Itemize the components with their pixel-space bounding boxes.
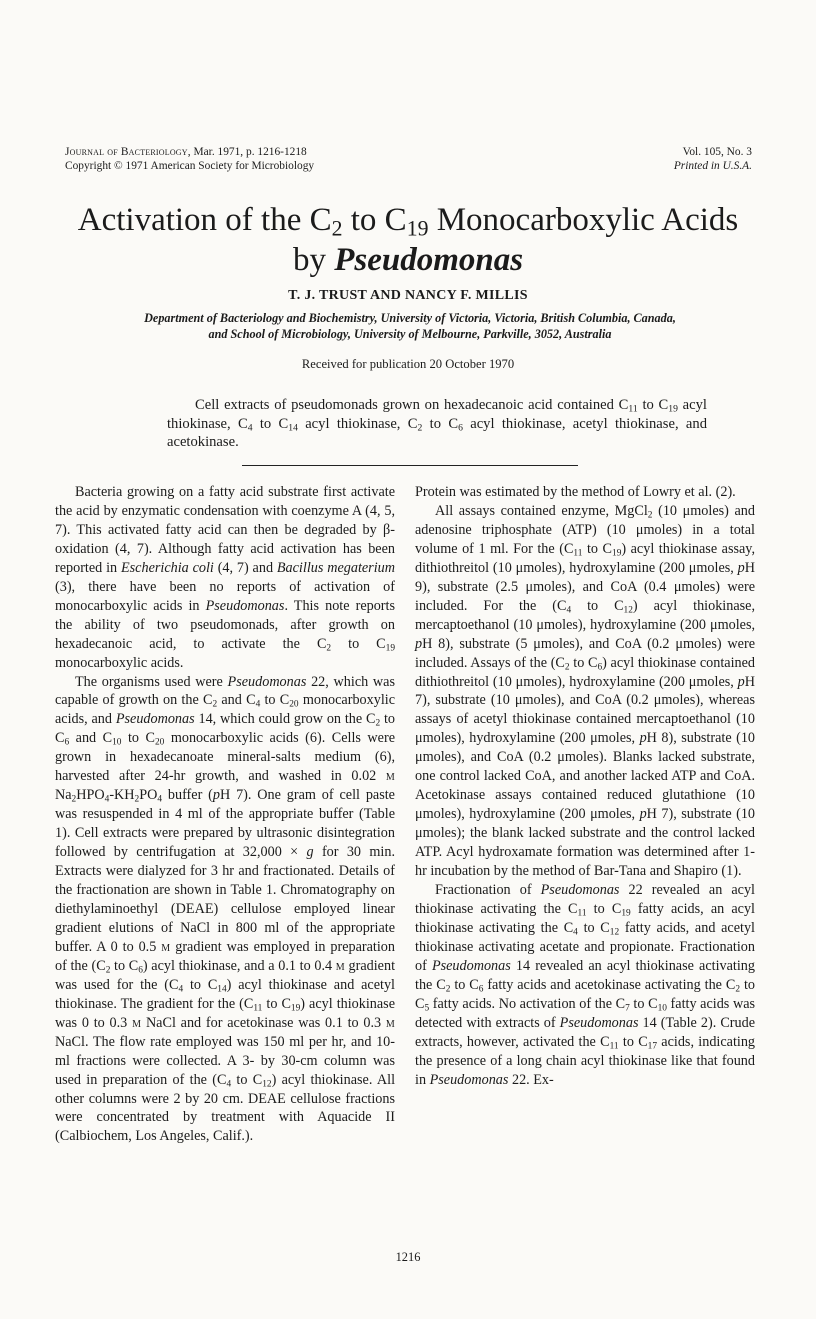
- abstract: Cell extracts of pseudomonads grown on hexadecanoic acid contained $C_{11}$ to $C_{19}$ acyl thiokinase, $C_4$ to $C_{14}$ acyl thiokinase, $C_2$ to $C_6$ acyl thiokinase, acetyl thiokinase, and acetokinase.: [167, 397, 707, 451]
- title-line-2: by Pseudomonas: [292, 242, 524, 278]
- authors: T. J. TRUST AND NANCY F. MILLIS: [288, 288, 528, 303]
- paragraph-introduction: Bacteria growing on a fatty acid substrate first activate the acid by enzymatic condensation with coenzyme A (4, 5, 7). This activated fatty acid can then be degraded by β-oxidation (4, 7). Although fatty acid activation has been reported in Escherichia coli (4, 7) and Bacillus megaterium (3), there have been no reports of activation of monocarboxylic acids in Pseudomonas. This note reports the ability of two pseudomonads, after growth on hexadecanoic acid, to activate the $C_2$ to $C_{19}$ monocarboxylic acids.: [55, 484, 396, 671]
- left-column: [55, 483, 395, 1146]
- copyright-line: Copyright © 1971 American Society for Microbiology: [65, 159, 315, 172]
- page-number: 1216: [395, 1250, 421, 1264]
- citation-details: , Mar. 1971, p. 1216-1218: [187, 146, 307, 158]
- affiliation-line-2: and School of Microbiology, University of Melbourne, Parkville, 3052, Australia: [208, 327, 612, 341]
- paragraph-protein: Protein was estimated by the method of Lowry et al. (2).: [415, 484, 736, 500]
- paragraph-methods: The organisms used were Pseudomonas 22, which was capable of growth on the $C_2$ and $C_4$ to $C_{20}$ monocarboxylic acids, and Pseudomonas 14, which could grow on the $C_2$ to $C_6$ and $C_{10}$ to $C_{20}$ monocarboxylic acids (6). Cells were grown in hexadecanoate mineral-salts medium (6), harvested after 24-hr growth, and washed in 0.02 m $Na_2HPO_4-KH_2PO_4$ buffer (pH 7). One gram of cell paste was resuspended in 4 ml of the appropriate buffer (Table 1). Cell extracts were prepared by ultrasonic disintegration followed by centrifugation at 32,000 × g for 30 min. Extracts were dialyzed for 3 hr and fractionated. Details of the fractionation are shown in Table 1. Chromatography on diethylaminoethyl (DEAE) cellulose employed linear gradient elutions of NaCl in 800 ml of the appropriate buffer. A 0 to 0.5 m gradient was employed in preparation of the ($C_2$ to $C_6$) acyl thiokinase, and a 0.1 to 0.4 m gradient was used for the ($C_4$ to $C_{14}$) acyl thiokinase and acetyl thiokinase. The gradient for the ($C_{11}$ to $C_{19}$) acyl thiokinase was 0 to 0.3 m NaCl and for acetokinase was 0.1 to 0.3 m NaCl. The flow rate employed was 150 ml per hr, and 10-ml fractions were collected. A 3- by 30-cm column was used in preparation of the ($C_4$ to $C_{12}$) acyl thiokinase. All other columns were 2 by 20 cm. DEAE cellulose fractions were concentrated by treatment with Aquacide II (Calbiochem, Los Angeles, Calif.).: [55, 673, 396, 1145]
- journal-header: [65, 146, 314, 173]
- printed-in: Printed in U.S.A.: [673, 159, 752, 172]
- article-title: [40, 200, 776, 280]
- paragraph-fractionation: Fractionation of Pseudomonas 22 revealed an acyl thiokinase activating the $C_{11}$ to $C_{19}$ fatty acids, an acyl thiokinase activating the $C_4$ to $C_{12}$ fatty acids, and acetyl thiokinase activating acetate and propionate. Fractionation of Pseudomonas 14 revealed an acyl thiokinase activating the $C_2$ to $C_6$ fatty acids and acetokinase activating the $C_2$ to $C_5$ fatty acids. No activation of the $C_7$ to $C_{10}$ fatty acids was detected with extracts of Pseudomonas 14 (Table 2). Crude extracts, however, activated the $C_{11}$ to $C_{17}$ acids, indicating the presence of a long chain acyl thiokinase like that found in Pseudomonas 22. Ex-: [415, 882, 756, 1088]
- journal-name: Journal of Bacteriology: [65, 146, 188, 158]
- journal-citation: [65, 146, 314, 160]
- volume-header: [674, 146, 752, 173]
- title-line-1: Activation of the $C_2$ to $C_{19}$ Monocarboxylic Acids: [77, 202, 739, 241]
- right-column: [415, 483, 755, 1090]
- paragraph-assays: All assays contained enzyme, MgCl$_2$ (10 μmoles) and adenosine triphosphate (ATP) (10 μmoles) in a total volume of 1 ml. For the ($C_{11}$ to $C_{19}$) acyl thiokinase assay, dithiothreitol (10 μmoles), hydroxylamine (200 μmoles, pH 9), substrate (2.5 μmoles), and CoA (0.4 μmoles) were included. For the ($C_4$ to $C_{12}$) acyl thiokinase, mercaptoethanol (10 μmoles), hydroxylamine (200 μmoles, pH 8), substrate (5 μmoles), and CoA (0.2 μmoles) were included. Assays of the ($C_2$ to $C_6$) acyl thiokinase contained dithiothreitol (10 μmoles), hydroxylamine (200 μmoles, pH 7), substrate (10 μmoles), and CoA (0.2 μmoles), whereas assays of acetyl thiokinase contained mercaptoethanol (10 μmoles), hydroxylamine (200 μmoles, pH 8), substrate (10 μmoles), and CoA (0.2 μmoles). Blanks lacked substrate, one control lacked CoA, and another lacked ATP and CoA. Acetokinase assays contained reduced glutathione (10 μmoles), hydroxylamine (200 μmoles, pH 7), substrate (10 μmoles); the blank lacked substrate and the control lacked ATP. Acyl hydroxamate formation was determined after 1-hr incubation by the method of Bar-Tana and Shapiro (1).: [415, 502, 756, 880]
- received-date: Received for publication 20 October 1970: [301, 357, 515, 371]
- affiliation-line-1: Department of Bacteriology and Biochemistry, University of Victoria, Victoria, British Columbia, Canada,: [144, 311, 676, 325]
- affiliation: [60, 310, 760, 342]
- section-divider: [242, 465, 578, 466]
- volume-number: Vol. 105, No. 3: [682, 146, 752, 158]
